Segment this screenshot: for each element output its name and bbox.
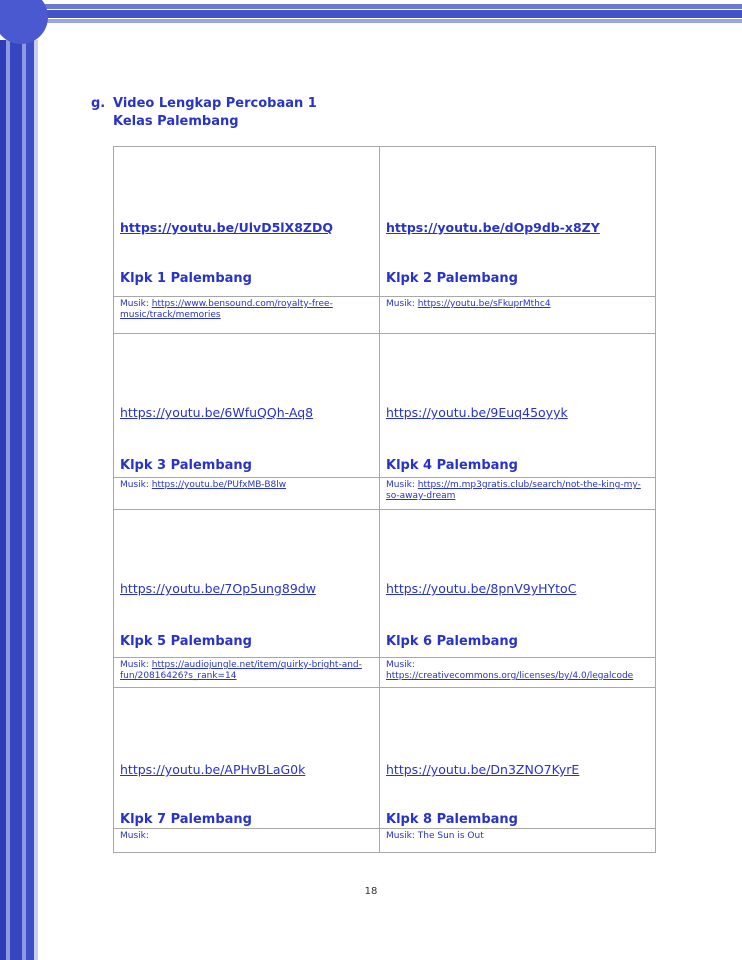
music-label: Musik: [120,299,149,309]
clip-cell [380,334,656,478]
music-label: Musik: [386,299,415,309]
video-link[interactable]: https://youtu.be/9Euq45oyyk [386,405,568,420]
music-label: Musik: [120,480,149,490]
clip-cell [114,510,380,658]
music-link[interactable]: https://youtu.be/sFkuprMthc4 [417,299,551,309]
clip-cell [114,147,380,297]
music-label: Musik: [120,660,149,670]
music-credit [380,297,656,334]
video-link[interactable]: https://youtu.be/6WfuQQh-Aq8 [120,405,314,420]
clip-title: Klpk 5 Palembang [120,634,252,649]
music-credit [114,297,380,334]
music-label: Musik: [386,660,415,670]
video-link[interactable]: https://youtu.be/Dn3ZNO7KyrE [386,762,580,777]
section-title: Video Lengkap Percobaan 1 [113,96,317,111]
music-link[interactable]: https://audiojungle.net/item/quirky-bright-and-fun/20816426?s_rank=14 [120,660,362,681]
video-table [113,146,656,853]
clip-title: Klpk 8 Palembang [386,812,518,827]
music-credit [114,478,380,510]
video-link[interactable]: https://youtu.be/UlvD5lX8ZDQ [120,220,333,235]
music-credit [380,829,656,853]
clip-title: Klpk 4 Palembang [386,458,518,473]
clip-cell [380,510,656,658]
clip-cell [380,147,656,297]
music-title: The Sun is Out [417,831,484,841]
music-label: Musik: [386,831,415,841]
section-letter: g. [91,96,106,111]
video-link[interactable]: https://youtu.be/APHvBLaG0k [120,762,306,777]
music-link[interactable]: https://www.bensound.com/royalty-free-music/track/memories [120,299,333,320]
left-decoration-bar [0,40,38,960]
video-link[interactable]: https://youtu.be/7Op5ung89dw [120,581,316,596]
music-link[interactable]: https://youtu.be/PUfxMB-B8lw [151,480,287,490]
video-link[interactable]: https://youtu.be/8pnV9yHYtoC [386,581,577,596]
clip-cell [114,688,380,829]
clip-cell [380,688,656,829]
clip-title: Klpk 7 Palembang [120,812,252,827]
corner-circle-decoration [0,0,48,44]
section-heading [91,95,317,131]
music-link[interactable]: https://creativecommons.org/licenses/by/4.0/legalcode [386,671,634,681]
clip-title: Klpk 2 Palembang [386,271,518,286]
music-credit [380,478,656,510]
page-number: 18 [364,886,378,897]
video-link[interactable]: https://youtu.be/dOp9db-x8ZY [386,220,600,235]
clip-title: Klpk 6 Palembang [386,634,518,649]
clip-title: Klpk 1 Palembang [120,271,252,286]
music-label: Musik: [386,480,415,490]
header-decoration-bar [26,4,742,24]
section-subtitle: Kelas Palembang [113,114,239,129]
music-label: Musik: [120,831,149,841]
music-credit [114,829,380,853]
music-credit [114,658,380,688]
clip-title: Klpk 3 Palembang [120,458,252,473]
music-link[interactable]: https://m.mp3gratis.club/search/not-the-king-my-so-away-dream [386,480,641,501]
clip-cell [114,334,380,478]
music-credit [380,658,656,688]
